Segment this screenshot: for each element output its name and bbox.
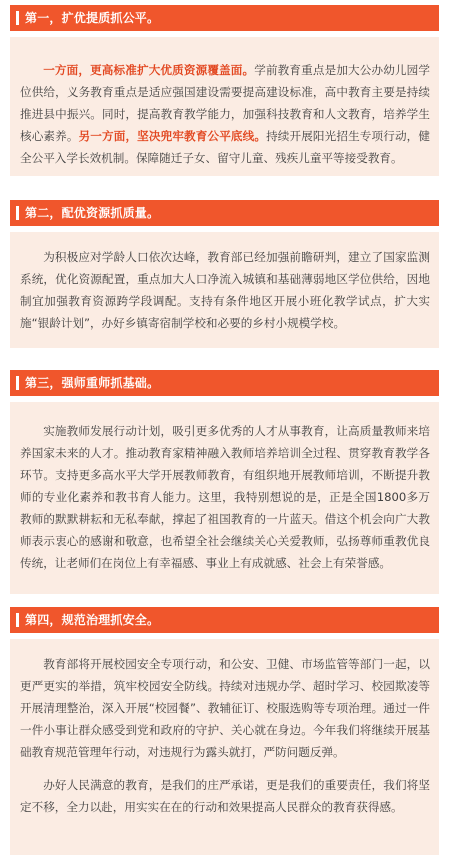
section-3-body bbox=[10, 402, 439, 594]
section-1-text-1: 学前教育重点是加大公办幼儿园学位供给，义务教育重点是适应强国建设需要提高建设标准，高中教育主要是持续推进县中振兴。同时，提高教育教学能力，加强科技教育和人文教育，培养学生核心素养。 bbox=[20, 63, 430, 143]
header-bar-mark bbox=[16, 376, 19, 390]
section-2-paragraph-1 bbox=[20, 246, 430, 334]
section-4-paragraph-2 bbox=[20, 774, 430, 818]
section-1-text-2: 持续开展阳光招生专项行动，健全公平入学长效机制。保障随迁子女、留守儿童、残疾儿童平等接受教育。 bbox=[20, 129, 430, 165]
section-1-body bbox=[10, 37, 439, 176]
section-1-header bbox=[10, 5, 439, 31]
section-4-paragraph-1 bbox=[20, 653, 430, 763]
section-2-text-1: 为积极应对学龄人口依次达峰，教育部已经加强前瞻研判，建立了国家监测系统，优化资源配置，重点加大人口净流入城镇和基础薄弱地区学位供给，因地制宜加强教育资源跨学段调配。支持有条件地区开展小班化教学试点，扩大实施“银龄计划”，办好乡镇寄宿制学校和必要的乡村小规模学校。 bbox=[20, 250, 430, 330]
section-3-text-1: 实施教师发展行动计划，吸引更多优秀的人才从事教育，让高质量教师来培养国家未来的人才。推动教育家精神融入教师培养培训全过程、贯穿教育教学各环节。支持更多高水平大学开展教师教育，有组织地开展教师培训，不断提升教师的专业化素养和教书育人能力。这里，我特别想说的是，正是全国1800多万教师的默默耕耘和无私奉献，撑起了祖国教育的一片蓝天。借这个机会向广大教师表示衷心的感谢和敬意，也希望全社会继续关心关爱教师，弘扬尊师重教优良传统，让老师们在岗位上有幸福感、事业上有成就感、社会上有荣誉感。 bbox=[20, 424, 430, 570]
section-3-header bbox=[10, 370, 439, 396]
section-1-highlight-2: 另一方面，坚决兜牢教育公平底线。 bbox=[78, 129, 267, 143]
section-1-title: 第一，扩优提质抓公平。 bbox=[25, 11, 160, 25]
section-3-paragraph-1 bbox=[20, 420, 430, 574]
section-4-title: 第四，规范治理抓安全。 bbox=[25, 613, 160, 627]
section-2-header bbox=[10, 200, 439, 226]
section-4-text-1: 教育部将开展校园安全专项行动，和公安、卫健、市场监管等部门一起，以更严更实的举措，筑牢校园安全防线。持续对违规办学、超时学习、校园欺凌等开展清理整治，深入开展“校园餐”、教辅征订、校服选购等专项治理。通过一件一件小事让群众感受到党和政府的守护、关心就在身边。今年我们将继续开展基础教育规范管理年行动，对违规行为露头就打，严防问题反弹。 bbox=[20, 657, 430, 759]
header-bar-mark bbox=[16, 613, 19, 627]
section-4-body bbox=[10, 639, 439, 855]
header-bar-mark bbox=[16, 11, 19, 25]
section-4-text-2: 办好人民满意的教育，是我们的庄严承诺，更是我们的重要责任，我们将坚定不移，全力以赴，用实实在在的行动和效果提高人民群众的教育获得感。 bbox=[20, 778, 430, 814]
section-1-paragraph-1 bbox=[20, 59, 430, 169]
section-2-body bbox=[10, 232, 439, 348]
section-4-header bbox=[10, 607, 439, 633]
header-bar-mark bbox=[16, 206, 19, 220]
section-3-title: 第三，强师重师抓基础。 bbox=[25, 376, 160, 390]
section-1-highlight-1: 一方面，更高标准扩大优质资源覆盖面。 bbox=[43, 63, 255, 77]
section-2-title: 第二，配优资源抓质量。 bbox=[25, 206, 160, 220]
